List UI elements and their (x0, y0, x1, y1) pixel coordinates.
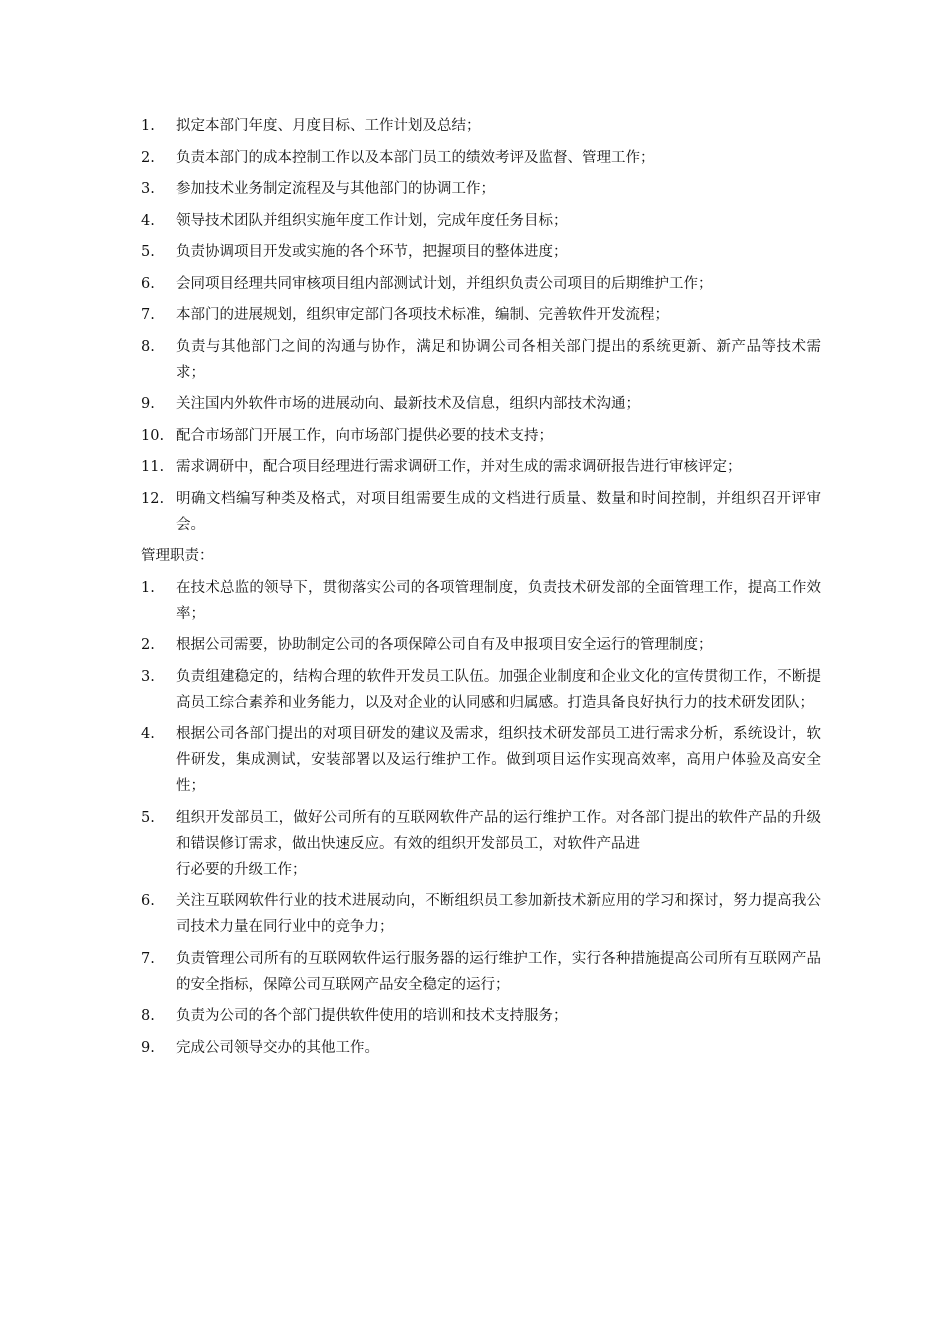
item-number: 12. (141, 490, 165, 507)
item-number: 9. (141, 396, 155, 412)
list-item (141, 1003, 821, 1029)
list-item (141, 239, 821, 265)
list-item (141, 113, 821, 139)
item-number: 5. (141, 809, 155, 826)
item-text: 关注互联网软件行业的技术进展动向，不断组织员工参加新技术新应用的学习和探讨，努力提高我公司技术力量在同行业中的竞争力； (176, 893, 821, 935)
list-item (141, 271, 821, 297)
item-number: 3. (141, 668, 155, 685)
list-item (141, 721, 821, 799)
item-number: 10. (141, 427, 165, 444)
list-item (141, 145, 821, 171)
item-text: 负责为公司的各个部门提供软件使用的培训和技术支持服务； (176, 1008, 568, 1024)
item-text-part: 行必要的升级工作； (176, 861, 307, 878)
item-number: 7. (141, 307, 155, 323)
list-item (141, 208, 821, 234)
list-item (141, 454, 821, 480)
section-heading-management: 管理职责： (141, 548, 214, 564)
item-number: 7. (141, 950, 155, 967)
item-text: 完成公司领导交办的其他工作。 (176, 1039, 379, 1056)
item-number: 2. (141, 637, 155, 653)
list-item (141, 888, 821, 940)
item-text: 需求调研中，配合项目经理进行需求调研工作，并对生成的需求调研报告进行审核评定； (176, 459, 742, 475)
item-text: 在技术总监的领导下，贯彻落实公司的各项管理制度，负责技术研发部的全面管理工作，提高工作效率； (176, 579, 821, 622)
item-text: 负责管理公司所有的互联网软件运行服务器的运行维护工作，实行各种措施提高公司所有互联网产品的安全指标，保障公司互联网产品安全稳定的运行； (176, 950, 821, 993)
item-number: 2. (141, 149, 155, 166)
list-item (141, 302, 821, 328)
list-item (141, 1035, 821, 1061)
duty-list (141, 113, 821, 538)
item-number: 8. (141, 1008, 155, 1024)
item-text: 负责本部门的成本控制工作以及本部门员工的绩效考评及监督、管理工作； (176, 149, 655, 166)
item-text: 根据公司各部门提出的对项目研发的建议及需求，组织技术研发部员工进行需求分析，系统设计，软件研发，集成测试，安装部署以及运行维护工作。做到项目运作实现高效率，高用户体验及高安全性； (176, 726, 821, 794)
item-text: 配合市场部门开展工作，向市场部门提供必要的技术支持； (176, 427, 553, 444)
item-number: 1. (141, 579, 155, 596)
item-number: 11. (141, 459, 165, 475)
item-text: 负责与其他部门之间的沟通与协作，满足和协调公司各相关部门提出的系统更新、新产品等技术需求； (176, 338, 821, 381)
item-text-part: 组织开发部员工，做好公司所有的互联网软件产品的运行维护工作。对各部门提出的软件产品的升级和错误修订需求，做出快速反应。有效的组织开发部员工，对软件产品进 (176, 809, 821, 852)
item-text: 领导技术团队并组织实施年度工作计划，完成年度任务目标； (176, 212, 568, 229)
item-number: 4. (141, 726, 155, 742)
list-item (141, 946, 821, 998)
item-text: 负责协调项目开发或实施的各个环节，把握项目的整体进度； (176, 244, 568, 260)
item-number: 1. (141, 118, 155, 134)
item-text (176, 805, 821, 883)
item-number: 3. (141, 181, 155, 197)
item-text: 本部门的进展规划，组织审定部门各项技术标准，编制、完善软件开发流程； (176, 307, 669, 323)
item-text: 关注国内外软件市场的进展动向、最新技术及信息，组织内部技术沟通； (176, 396, 640, 412)
list-item (141, 486, 821, 538)
item-number: 4. (141, 212, 155, 229)
item-text: 负责组建稳定的，结构合理的软件开发员工队伍。加强企业制度和企业文化的宣传贯彻工作，不断提高员工综合素养和业务能力，以及对企业的认同感和归属感。打造具备良好执行力的技术研发团队； (176, 668, 821, 711)
item-number: 6. (141, 275, 155, 292)
item-text: 参加技术业务制定流程及与其他部门的协调工作； (176, 181, 495, 197)
list-item (141, 423, 821, 449)
list-item (141, 632, 821, 658)
item-number: 9. (141, 1039, 155, 1056)
item-text: 根据公司需要，协助制定公司的各项保障公司自有及申报项目安全运行的管理制度； (176, 637, 713, 653)
list-item (141, 334, 821, 386)
list-item (141, 664, 821, 716)
document-body (141, 113, 821, 1066)
item-text: 明确文档编写种类及格式，对项目组需要生成的文档进行质量、数量和时间控制，并组织召开评审会。 (176, 490, 821, 533)
item-number: 6. (141, 893, 155, 909)
list-item (141, 176, 821, 202)
list-item (141, 805, 821, 883)
list-item (141, 575, 821, 627)
management-duty-list (141, 575, 821, 1061)
item-number: 8. (141, 338, 155, 355)
item-number: 5. (141, 244, 155, 260)
item-text: 拟定本部门年度、月度目标、工作计划及总结； (176, 118, 481, 134)
list-item (141, 391, 821, 417)
item-text: 会同项目经理共同审核项目组内部测试计划，并组织负责公司项目的后期维护工作； (176, 275, 713, 292)
